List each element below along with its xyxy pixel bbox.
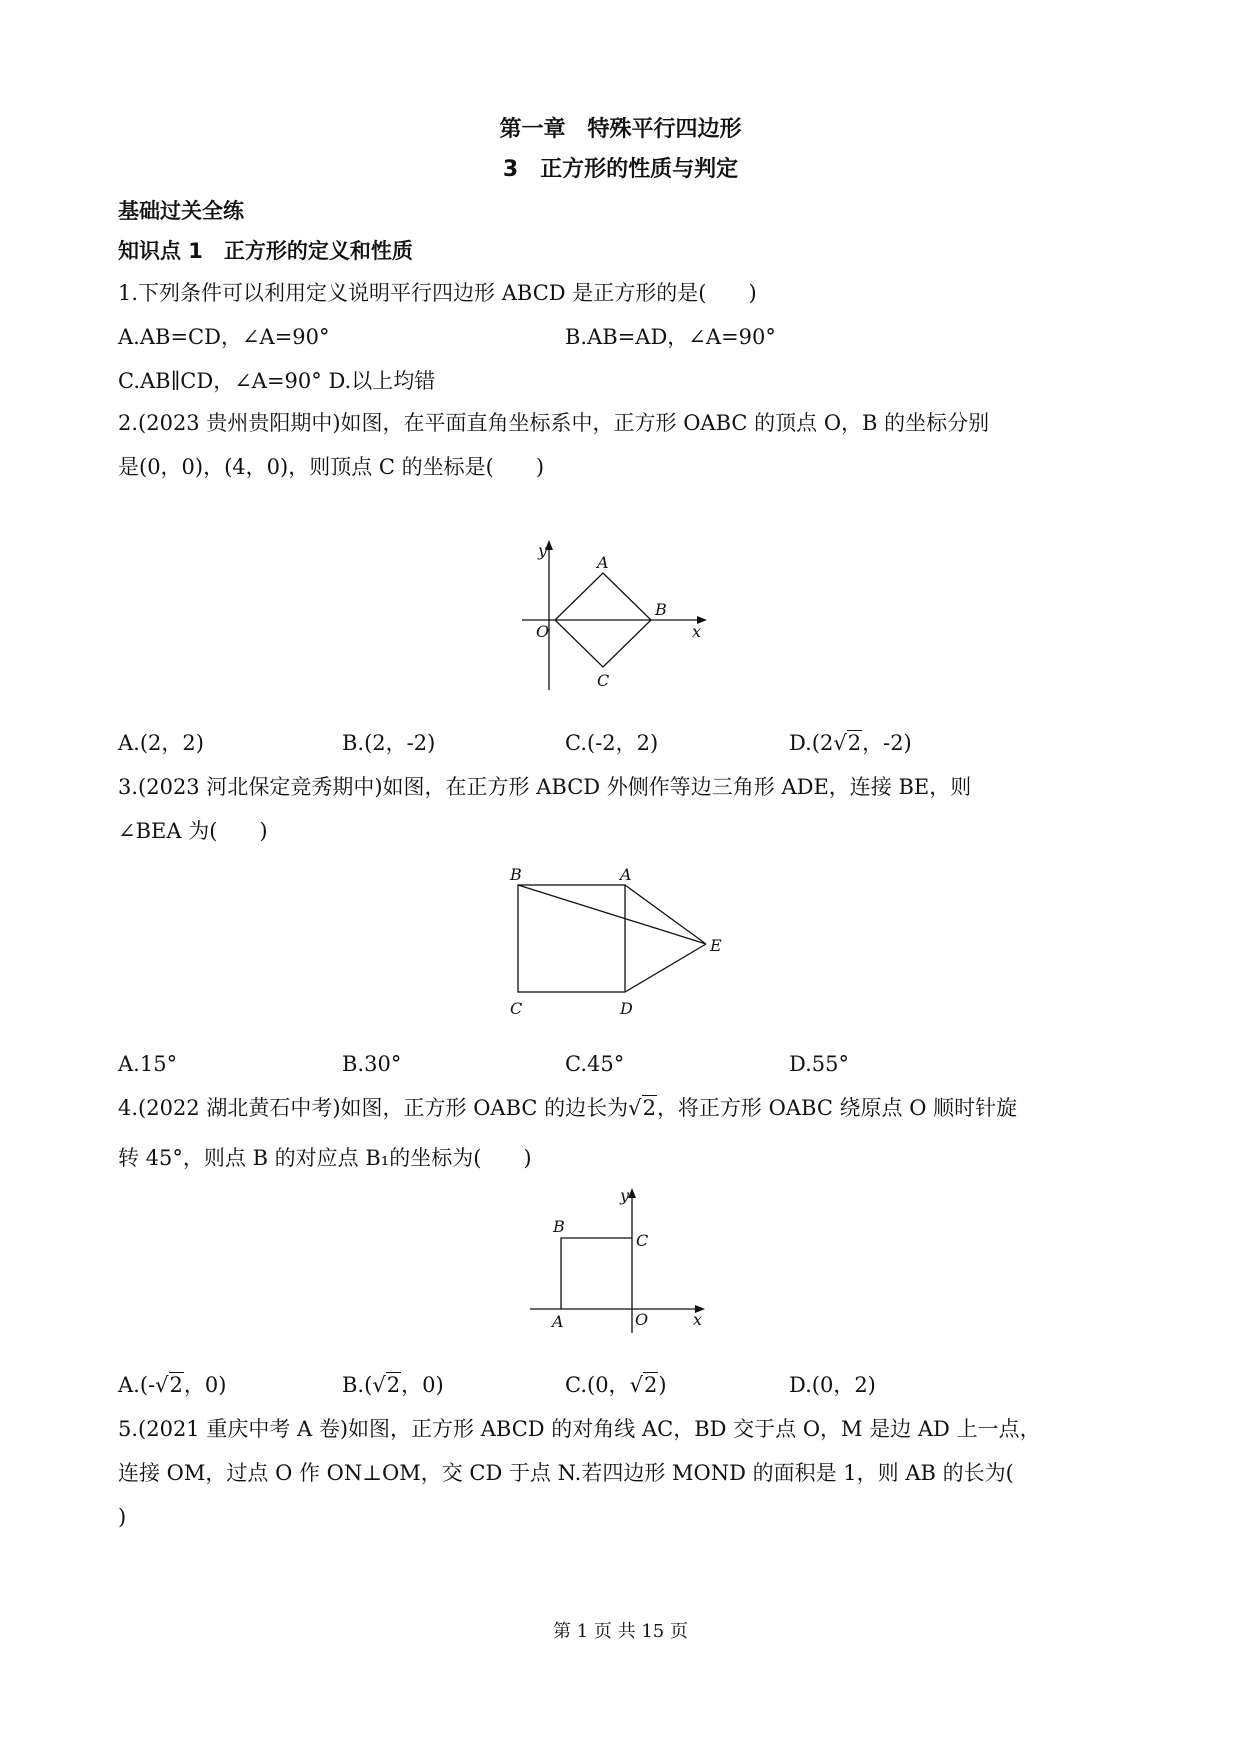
q3-stem-line1: 3.(2023 河北保定竞秀期中)如图，在正方形 ABCD 外侧作等边三角形 ADE，连接 BE，则 (118, 775, 972, 799)
q4-figure (520, 1180, 720, 1340)
q5-stem-line2: 连接 OM，过点 O 作 ON⊥OM，交 CD 于点 N.若四边形 MOND 的面积是 1，则 AB 的长为( (118, 1461, 1014, 1485)
q4-label-x: x (693, 1310, 703, 1329)
q4-stem-line1: 4.(2022 湖北黄石中考)如图，正方形 OABC 的边长为√2，将正方形 OABC 绕原点 O 顺时针旋 (118, 1096, 1018, 1120)
q3-option-a: A.15° (118, 1052, 178, 1076)
q4-label-b: B (553, 1217, 565, 1236)
q2-label-o: O (536, 622, 550, 641)
q4-stem-line2: 转 45°，则点 B 的对应点 B₁的坐标为( ) (118, 1146, 532, 1170)
q5-stem-line1: 5.(2021 重庆中考 A 卷)如图，正方形 ABCD 的对角线 AC，BD 交于点 O，M 是边 AD 上一点， (118, 1417, 1041, 1441)
part-heading: 基础过关全练 (118, 199, 244, 223)
q3-label-c: C (510, 999, 523, 1018)
q4-option-b: B.(√2，0) (342, 1373, 444, 1397)
q3-label-d: D (620, 999, 633, 1018)
q2-stem-line1: 2.(2023 贵州贵阳期中)如图，在平面直角坐标系中，正方形 OABC 的顶点 O，B 的坐标分别 (118, 411, 990, 435)
q1-option-a: A.AB=CD，∠A=90° (118, 325, 330, 349)
q2-option-c: C.(-2，2) (565, 731, 659, 755)
q2-label-y: y (538, 541, 548, 560)
q4-option-a: A.(-√2，0) (118, 1373, 227, 1397)
q2-label-a: A (597, 553, 609, 572)
knowledge-point-heading: 知识点 1 正方形的定义和性质 (118, 239, 413, 263)
q3-figure (500, 858, 740, 1028)
q1-stem: 1.下列条件可以利用定义说明平行四边形 ABCD 是正方形的是( ) (118, 281, 757, 305)
q2-option-a: A.(2，2) (118, 731, 204, 755)
section-title: 3 正方形的性质与判定 (502, 157, 739, 182)
q4-option-c: C.(0，√2) (565, 1373, 667, 1397)
q2-label-x: x (692, 622, 702, 641)
q2-option-d: D.(2√2，-2) (789, 731, 912, 755)
q4-label-a: A (552, 1312, 564, 1331)
q4-label-c: C (636, 1231, 649, 1250)
q3-label-a: A (620, 865, 632, 884)
q5-stem-line3: ) (118, 1505, 127, 1529)
q2-figure (520, 535, 720, 695)
q1-option-cd: C.AB∥CD，∠A=90° D.以上均错 (118, 369, 436, 393)
q3-option-b: B.30° (342, 1052, 402, 1076)
q1-option-b: B.AB=AD，∠A=90° (565, 325, 776, 349)
q2-label-b: B (655, 600, 667, 619)
q4-option-d: D.(0，2) (789, 1373, 876, 1397)
page-footer: 第 1 页 共 15 页 (553, 1621, 688, 1642)
q2-label-c: C (597, 671, 610, 690)
q3-label-e: E (710, 936, 722, 955)
q4-label-o: O (635, 1310, 649, 1329)
q2-option-b: B.(2，-2) (342, 731, 436, 755)
q3-stem-line2: ∠BEA 为( ) (118, 819, 268, 843)
q4-label-y: y (620, 1186, 630, 1205)
chapter-title: 第一章 特殊平行四边形 (499, 117, 742, 142)
q3-label-b: B (510, 865, 522, 884)
q3-option-d: D.55° (789, 1052, 849, 1076)
q2-stem-line2: 是(0，0)，(4，0)，则顶点 C 的坐标是( ) (118, 455, 545, 479)
q3-option-c: C.45° (565, 1052, 625, 1076)
